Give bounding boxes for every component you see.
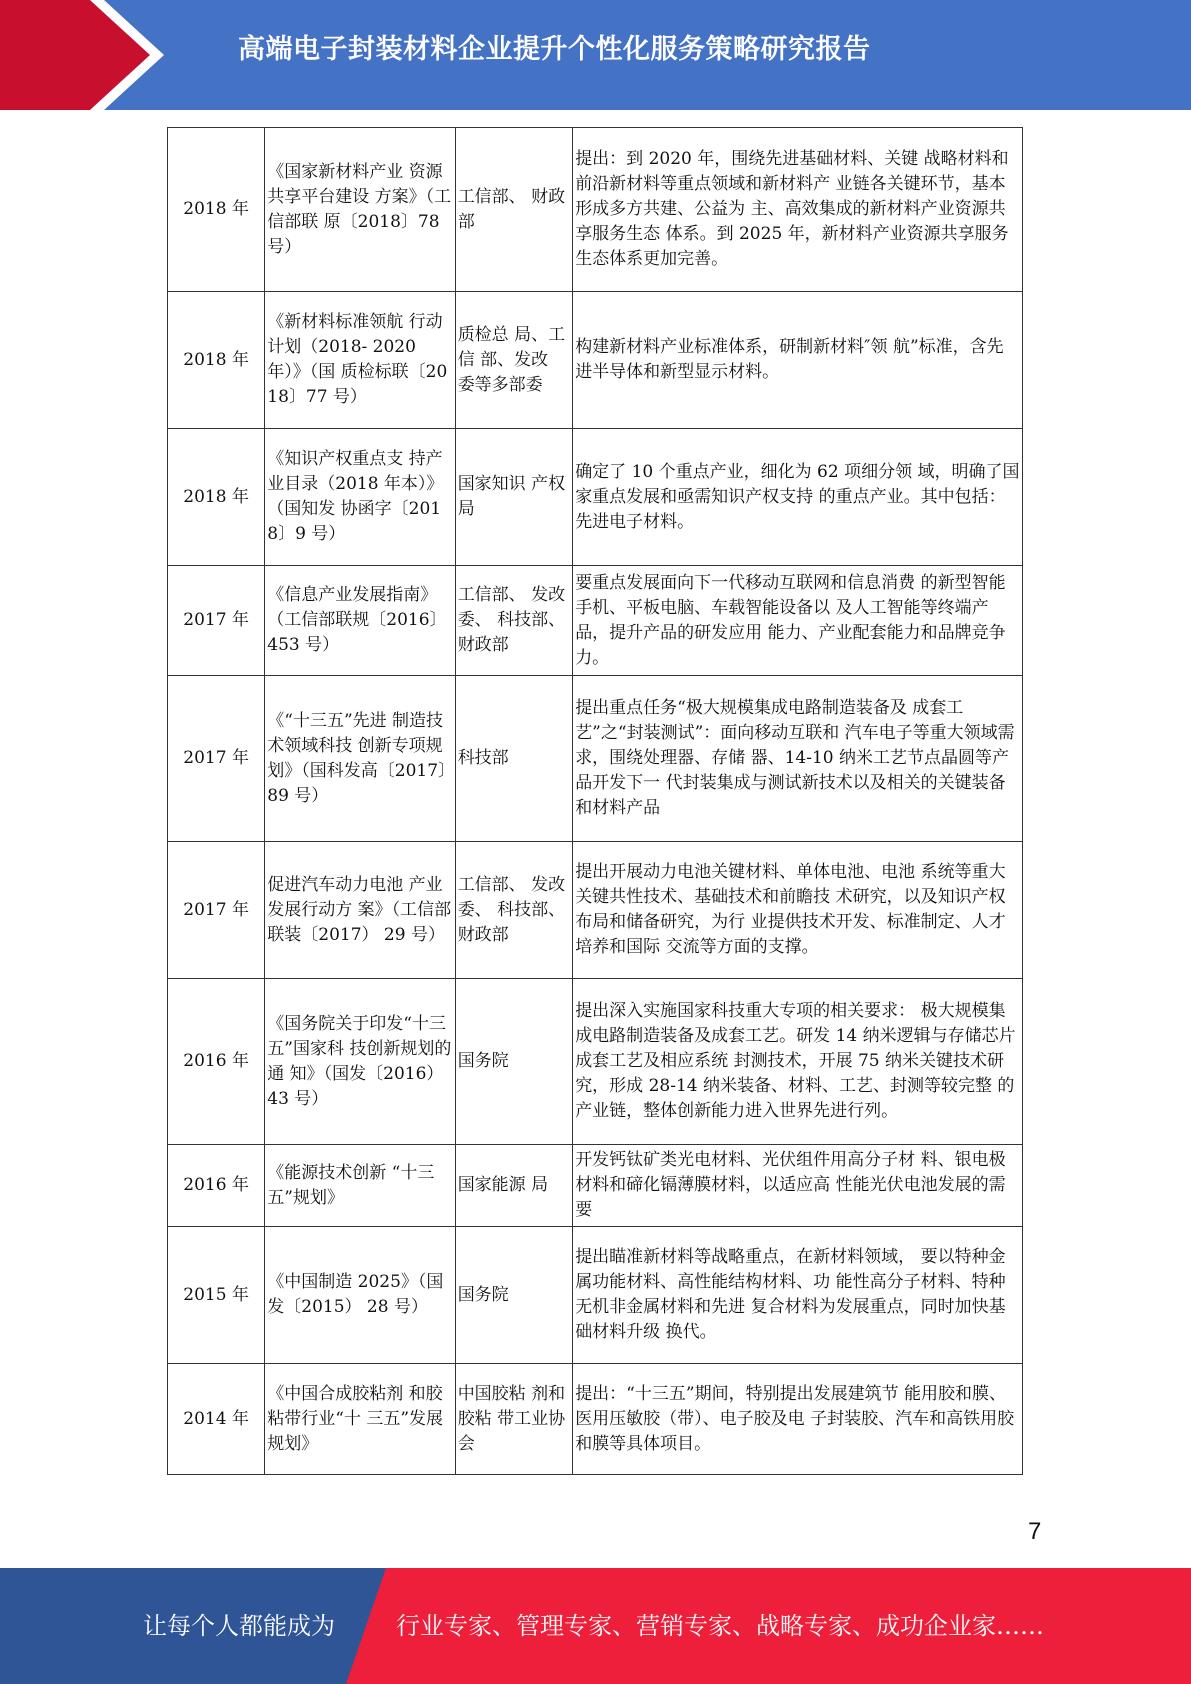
department-cell: 工信部、 财政部 (455, 128, 573, 292)
table-row (168, 979, 1023, 1145)
description-cell: 提出重点任务“极大规模集成电路制造装备及 成套工艺”之“封装测试”：面向移动互联和 汽车电子等重大领域需求，围绕处理器、存储 器、14-10 纳米工艺节点晶圆等产品开发下一 代封装集成与测试新技术以及相关的关键装备 和材料产品 (573, 676, 1023, 842)
table-row (168, 676, 1023, 842)
description-cell: 提出：“十三五”期间，特别提出发展建筑节 能用胶和膜、医用压敏胶（带）、电子胶及电 子封装胶、汽车和高铁用胶和膜等具体项目。 (573, 1364, 1023, 1475)
table-row (168, 1364, 1023, 1475)
document-cell: 《信息产业发展指南》（工信部联规〔2016〕 453 号） (265, 566, 455, 676)
department-cell: 国务院 (455, 979, 573, 1145)
document-cell: 《国务院关于印发“十三五”国家科 技创新规划的通 知》（国发〔2016） 43 号） (265, 979, 455, 1145)
page-header (0, 0, 1191, 110)
document-cell: 《国家新材料产业 资源共享平台建设 方案》（工信部联 原〔2018〕78 号） (265, 128, 455, 292)
table-row (168, 292, 1023, 429)
year-cell: 2016 年 (168, 1145, 265, 1227)
document-cell: 促进汽车动力电池 产业发展行动方 案》（工信部联装〔2017） 29 号） (265, 842, 455, 979)
year-cell: 2015 年 (168, 1227, 265, 1364)
year-cell: 2018 年 (168, 292, 265, 429)
table-row (168, 1227, 1023, 1364)
year-cell: 2017 年 (168, 676, 265, 842)
department-cell: 国务院 (455, 1227, 573, 1364)
table-row (168, 1145, 1023, 1227)
description-cell: 提出：到 2020 年，围绕先进基础材料、关键 战略材料和前沿新材料等重点领域和新材料产 业链各关键环节，基本形成多方共建、公益为 主、高效集成的新材料产业资源共享服务生态 体系。到 2025 年，新材料产业资源共享服务 生态体系更加完善。 (573, 128, 1023, 292)
document-cell: 《新材料标准领航 行动计划（2018- 2020 年）》（国 质检标联〔2018〕77 号） (265, 292, 455, 429)
department-cell: 质检总 局、工信 部、发改 委等多部委 (455, 292, 573, 429)
year-cell: 2014 年 (168, 1364, 265, 1475)
document-cell: 《中国合成胶粘剂 和胶粘带行业“十 三五”发展规划》 (265, 1364, 455, 1475)
footer-slogan-right: 行业专家、管理专家、营销专家、战略专家、成功企业家…… (396, 1612, 1044, 1640)
description-cell: 提出开展动力电池关键材料、单体电池、电池 系统等重大关键共性技术、基础技术和前瞻技 术研究，以及知识产权布局和储备研究，为行 业提供技术开发、标准制定、人才培养和国际 交流等方面的支撑。 (573, 842, 1023, 979)
description-cell: 开发钙钛矿类光电材料、光伏组件用高分子材 料、银电极材料和碲化镉薄膜材料，以适应高 性能光伏电池发展的需要 (573, 1145, 1023, 1227)
department-cell: 工信部、 发改委、 科技部、 财政部 (455, 842, 573, 979)
policy-table (167, 127, 1023, 1475)
document-cell: 《中国制造 2025》（国发〔2015） 28 号） (265, 1227, 455, 1364)
department-cell: 国家能源 局 (455, 1145, 573, 1227)
department-cell: 工信部、 发改委、 科技部、 财政部 (455, 566, 573, 676)
description-cell: 提出瞄准新材料等战略重点，在新材料领域， 要以特种金属功能材料、高性能结构材料、功 能性高分子材料、特种无机非金属材料和先进 复合材料为发展重点，同时加快基础材料升级 换代。 (573, 1227, 1023, 1364)
year-cell: 2018 年 (168, 429, 265, 566)
document-cell: 《“十三五”先进 制造技术领域科技 创新专项规划》（国科发高〔2017〕89 号） (265, 676, 455, 842)
table-row (168, 429, 1023, 566)
document-cell: 《知识产权重点支 持产业目录（2018 年本）》（国知发 协函字〔2018〕9 号） (265, 429, 455, 566)
footer-slogan-left: 让每个人都能成为 (143, 1612, 335, 1640)
report-title: 高端电子封装材料企业提升个性化服务策略研究报告 (238, 34, 871, 65)
department-cell: 中国胶粘 剂和胶粘 带工业协 会 (455, 1364, 573, 1475)
department-cell: 科技部 (455, 676, 573, 842)
table-row (168, 128, 1023, 292)
page-number: 7 (1028, 1518, 1042, 1545)
header-arrow-red (0, 0, 150, 110)
description-cell: 确定了 10 个重点产业，细化为 62 项细分领 域，明确了国家重点发展和亟需知识产权支持 的重点产业。其中包括：先进电子材料。 (573, 429, 1023, 566)
table-row (168, 842, 1023, 979)
description-cell: 要重点发展面向下一代移动互联网和信息消费 的新型智能手机、平板电脑、车载智能设备以 及人工智能等终端产品，提升产品的研发应用 能力、产业配套能力和品牌竞争力。 (573, 566, 1023, 676)
year-cell: 2016 年 (168, 979, 265, 1145)
department-cell: 国家知识 产权局 (455, 429, 573, 566)
description-cell: 构建新材料产业标准体系，研制新材料″领 航”标准，含先进半导体和新型显示材料。 (573, 292, 1023, 429)
year-cell: 2017 年 (168, 842, 265, 979)
description-cell: 提出深入实施国家科技重大专项的相关要求： 极大规模集成电路制造装备及成套工艺。研发 14 纳米逻辑与存储芯片成套工艺及相应系统 封测技术，开展 75 纳米关键技术研究，形成 28-14 纳米装备、材料、工艺、封测等较完整 的产业链，整体创新能力进入世界先进行列。 (573, 979, 1023, 1145)
table-row (168, 566, 1023, 676)
page-footer (0, 1568, 1191, 1684)
year-cell: 2018 年 (168, 128, 265, 292)
document-cell: 《能源技术创新 “十三五”规划》 (265, 1145, 455, 1227)
year-cell: 2017 年 (168, 566, 265, 676)
